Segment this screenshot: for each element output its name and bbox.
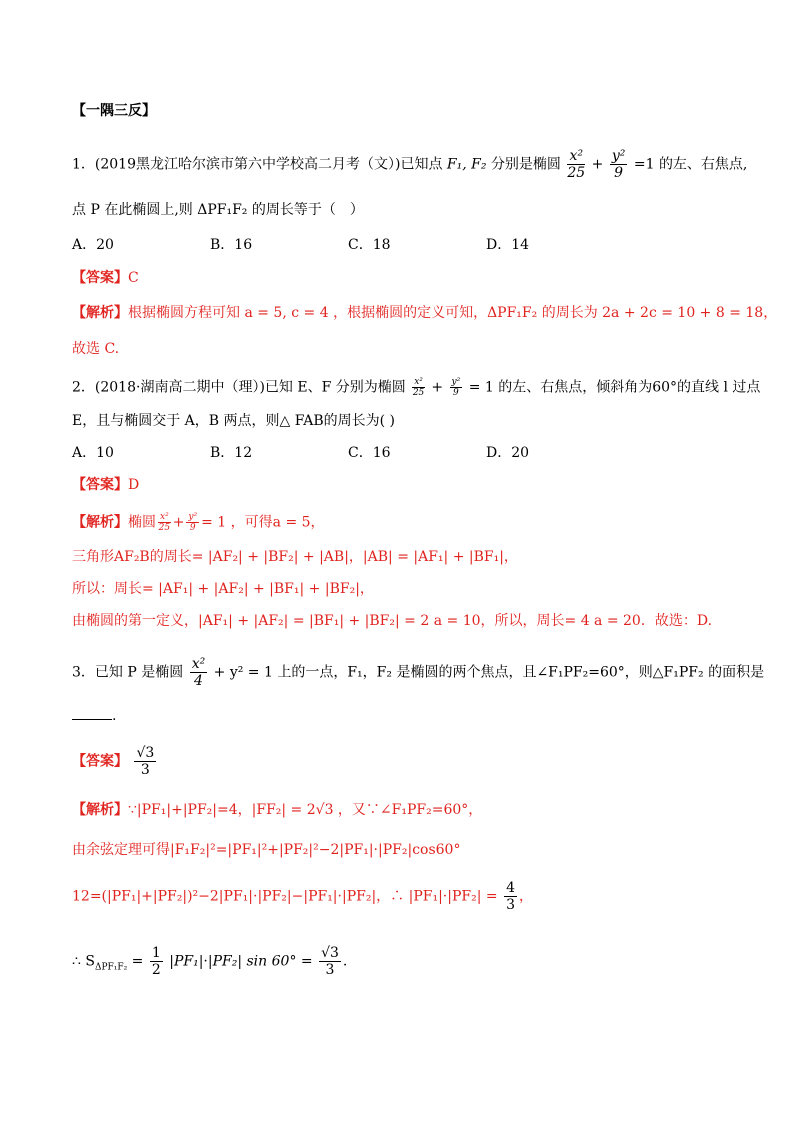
q3-line2-end: . bbox=[112, 708, 117, 724]
q1-frac-y: $\frac{\text{y²}}{9}$ bbox=[611, 148, 626, 181]
q3-area-result-frac: $\frac{√3}{3}$ bbox=[321, 945, 339, 978]
q3-analysis-line3-frac: $\frac{4}{3}$ bbox=[506, 880, 515, 913]
q3-area-expr: |PF₁|·|PF₂| sin 60° = bbox=[169, 953, 313, 970]
q3-area-symbol: ∴ S bbox=[72, 953, 95, 970]
q3-text-before: 3．已知 P 是椭圆 bbox=[72, 664, 184, 681]
q3-answer-blank bbox=[72, 707, 112, 720]
q3-analysis-line4 bbox=[72, 945, 347, 978]
q1-stem bbox=[72, 148, 747, 181]
q2-option-d: D．20 bbox=[486, 445, 530, 461]
q2-analysis-frac-x: $\frac{\text{x²}}{25}$ bbox=[158, 512, 171, 533]
q1-answer-value: C bbox=[128, 270, 139, 286]
q3-half-frac: $\frac{1}{2}$ bbox=[151, 945, 161, 978]
q2-analysis-plus: + bbox=[172, 514, 185, 531]
q1-answer bbox=[72, 268, 139, 288]
q1-text-mid: 分别是椭圆 bbox=[490, 156, 561, 173]
q3-analysis-line3-text: 12=(|PF₁|+|PF₂|)²−2|PF₁|·|PF₂|−|PF₁|·|PF₂|，∴ |PF₁|·|PF₂| = bbox=[72, 888, 498, 905]
q1-plus: + bbox=[591, 156, 604, 173]
section-header: 【一隅三反】 bbox=[72, 103, 156, 119]
q2-answer-label: 【答案】 bbox=[72, 477, 128, 493]
q2-analysis-ellipse: 椭圆 bbox=[128, 514, 156, 531]
q3-analysis-line2: 由余弦定理可得|F₁F₂|²=|PF₁|²+|PF₂|²−2|PF₁|·|PF₂|cos60° bbox=[72, 842, 461, 858]
q1-analysis bbox=[72, 303, 777, 323]
q1-foci: F₁, F₂ bbox=[446, 156, 487, 173]
q2-answer-value: D bbox=[128, 477, 140, 493]
q3-analysis-line1: ∵|PF₁|+|PF₂|=4，|FF₂| = 2√3 ，又∵∠F₁PF₂=60°， bbox=[128, 802, 483, 818]
q2-analysis-frac-y: $\frac{\text{y²}}{9}$ bbox=[188, 512, 198, 533]
q3-answer-label: 【答案】 bbox=[72, 753, 128, 770]
q3-analysis bbox=[72, 800, 482, 820]
q1-option-a: A．20 bbox=[72, 237, 114, 253]
q1-eq-one: =1 bbox=[633, 156, 655, 173]
q1-option-c: C．18 bbox=[348, 237, 391, 253]
q1-frac-x: $\frac{\text{x²}}{25}$ bbox=[567, 148, 586, 181]
q1-option-b: B．16 bbox=[210, 237, 253, 253]
q2-analysis bbox=[72, 512, 325, 533]
q2-options bbox=[72, 443, 624, 463]
q2-stem-line2: E，且与椭圆交于 A，B 两点，则△ FAB的周长为( ) bbox=[72, 413, 396, 429]
q1-option-d: D．14 bbox=[486, 237, 530, 253]
q3-text-after: + y² = 1 上的一点，F₁，F₂ 是椭圆的两个焦点，且∠F₁PF₂=60°，则△F₁PF₂ 的面积是 bbox=[213, 664, 765, 681]
q2-analysis-line4: 由椭圆的第一定义，|AF₁| + |AF₂| = |BF₁| + |BF₂| = 2 a = 10，所以，周长= 4 a = 20．故选：D. bbox=[72, 613, 713, 629]
q2-analysis-line1-rest: = 1 ，可得a = 5， bbox=[201, 514, 325, 531]
q1-text-after: 的左、右焦点, bbox=[658, 156, 748, 173]
q3-stem-line2 bbox=[72, 706, 116, 726]
q2-text-after: = 1 的左、右焦点，倾斜角为60°的直线 l 过点 bbox=[468, 379, 761, 396]
q2-frac-y: $\frac{\text{y²}}{9}$ bbox=[451, 377, 461, 398]
q1-analysis-line2: 故选 C. bbox=[72, 341, 120, 357]
q1-answer-label: 【答案】 bbox=[72, 270, 128, 286]
q3-area-subscript: ΔPF₁F₂ bbox=[94, 962, 128, 973]
q2-plus: + bbox=[431, 379, 444, 396]
q2-analysis-line3: 所以：周长= |AF₁| + |AF₂| + |BF₁| + |BF₂|， bbox=[72, 581, 374, 597]
q1-text-before: 1．(2019黑龙江哈尔滨市第六中学校高二月考（文）)已知点 bbox=[72, 156, 443, 173]
q3-analysis-line3-end: ， bbox=[518, 888, 533, 905]
q2-option-a: A．10 bbox=[72, 445, 114, 461]
q2-answer bbox=[72, 475, 139, 495]
q3-answer-frac: $\frac{√3}{3}$ bbox=[136, 745, 155, 778]
q3-analysis-label: 【解析】 bbox=[72, 802, 128, 818]
q2-analysis-line2: 三角形AF₂B的周长= |AF₂| + |BF₂| + |AB|，|AB| = |AF₁| + |BF₁|， bbox=[72, 549, 518, 565]
q1-stem-line2: 点 P 在此椭圆上,则 ΔPF₁F₂ 的周长等于（ ） bbox=[72, 202, 364, 218]
q3-area-end: . bbox=[342, 953, 348, 970]
q2-option-b: B．12 bbox=[210, 445, 253, 461]
q3-frac: $\frac{\text{x²}}{4}$ bbox=[191, 656, 206, 689]
q2-frac-x: $\frac{\text{x²}}{25}$ bbox=[412, 377, 425, 398]
q2-text-before: 2．(2018·湖南高二期中（理）)已知 E、F 分别为椭圆 bbox=[72, 379, 406, 396]
q3-area-equals: = bbox=[131, 953, 144, 970]
q1-analysis-line1: 根据椭圆方程可知 a = 5, c = 4 ，根据椭圆的定义可知，ΔPF₁F₂ 的周长为 2a + 2c = 10 + 8 = 18， bbox=[128, 305, 778, 321]
q2-stem bbox=[72, 377, 760, 398]
q2-analysis-label: 【解析】 bbox=[72, 514, 128, 531]
q2-option-c: C．16 bbox=[348, 445, 391, 461]
q3-stem bbox=[72, 656, 764, 689]
q1-analysis-label: 【解析】 bbox=[72, 305, 128, 321]
q3-answer bbox=[72, 745, 158, 778]
q3-analysis-line3 bbox=[72, 880, 533, 913]
q1-options bbox=[72, 235, 624, 255]
